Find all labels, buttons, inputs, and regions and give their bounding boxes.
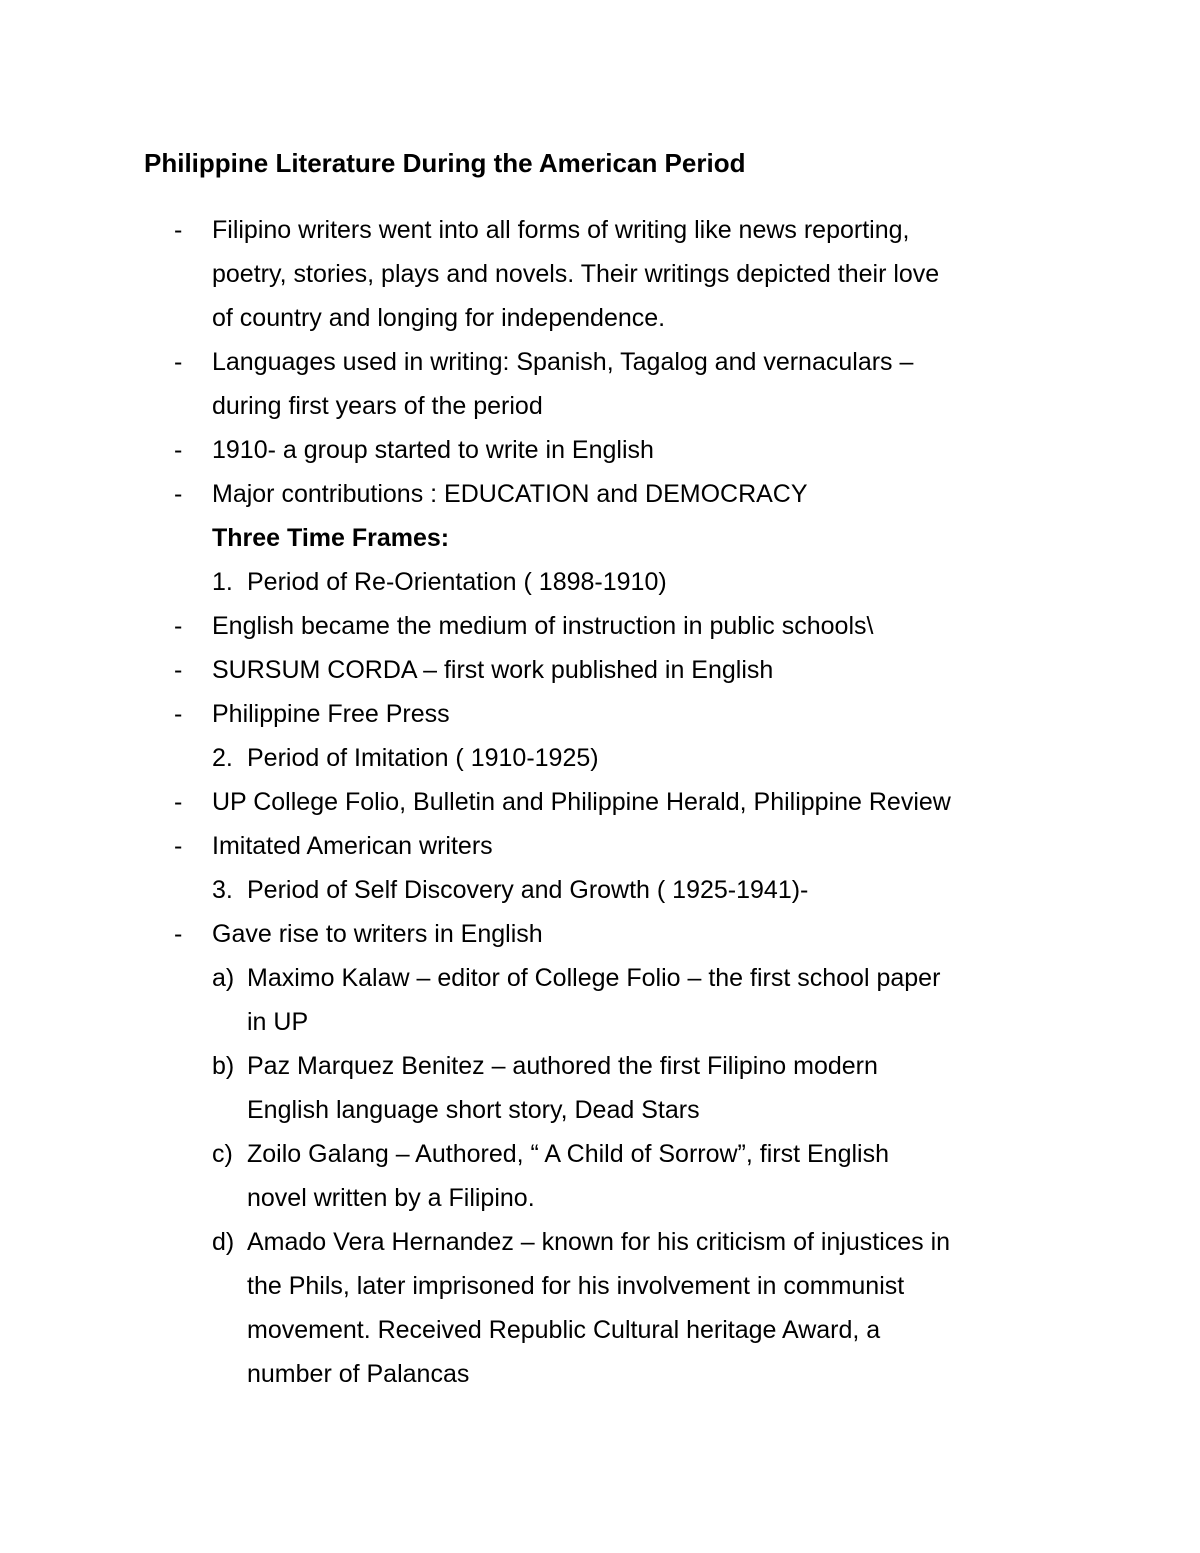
bullet-dash: -: [174, 216, 183, 244]
bullet-dash: -: [174, 700, 183, 728]
list-item: [0, 340, 1200, 384]
list-item-text: UP College Folio, Bulletin and Philippine Herald, Philippine Review: [212, 788, 951, 816]
list-item-text: movement. Received Republic Cultural heritage Award, a: [247, 1316, 881, 1344]
list-item-text: Imitated American writers: [212, 832, 493, 860]
list-item: [0, 736, 1200, 780]
list-item: [0, 472, 1200, 516]
list-item: [0, 208, 1200, 252]
list-item-text: English became the medium of instruction in public schools\: [212, 612, 874, 640]
list-item-text: during first years of the period: [212, 392, 543, 420]
list-item: [0, 296, 1200, 340]
list-item: [0, 868, 1200, 912]
list-item-text: Maximo Kalaw – editor of College Folio – the first school paper: [247, 964, 941, 992]
list-item: [0, 252, 1200, 296]
list-item-text: Major contributions : EDUCATION and DEMOCRACY: [212, 480, 808, 508]
heading-text: Three Time Frames:: [212, 524, 450, 552]
list-item-text: Period of Re-Orientation ( 1898-1910): [247, 568, 667, 596]
list-item: [0, 1044, 1200, 1088]
list-item: [0, 1088, 1200, 1132]
list-item-text: number of Palancas: [247, 1360, 470, 1388]
list-item-text: of country and longing for independence.: [212, 304, 666, 332]
bullet-dash: -: [174, 788, 183, 816]
list-item: [0, 1308, 1200, 1352]
list-item: [0, 692, 1200, 736]
list-item: [0, 956, 1200, 1000]
list-item-text: poetry, stories, plays and novels. Their writings depicted their love: [212, 260, 940, 288]
list-item-text: Languages used in writing: Spanish, Tagalog and vernaculars –: [212, 348, 914, 376]
list-item-text: in UP: [247, 1008, 309, 1036]
list-item: [0, 1264, 1200, 1308]
list-item-text: Gave rise to writers in English: [212, 920, 543, 948]
list-marker: 3.: [212, 876, 233, 904]
bullet-dash: -: [174, 436, 183, 464]
bullet-dash: -: [174, 832, 183, 860]
list-item-text: Amado Vera Hernandez – known for his criticism of injustices in: [247, 1228, 951, 1256]
list-item: [0, 428, 1200, 472]
list-item-text: Period of Self Discovery and Growth ( 1925-1941)-: [247, 876, 809, 904]
list-item-text: novel written by a Filipino.: [247, 1184, 535, 1212]
list-item-text: Philippine Free Press: [212, 700, 450, 728]
list-item: [0, 1352, 1200, 1396]
list-marker: a): [212, 964, 235, 992]
list-item-text: the Phils, later imprisoned for his involvement in communist: [247, 1272, 905, 1300]
section-heading: [0, 516, 1200, 560]
list-item-text: Zoilo Galang – Authored, “ A Child of Sorrow”, first English: [247, 1140, 889, 1168]
list-item: [0, 1000, 1200, 1044]
bullet-dash: -: [174, 656, 183, 684]
list-item-text: SURSUM CORDA – first work published in English: [212, 656, 774, 684]
bullet-dash: -: [174, 348, 183, 376]
list-item-text: Filipino writers went into all forms of writing like news reporting,: [212, 216, 910, 244]
list-item: [0, 1132, 1200, 1176]
list-marker: d): [212, 1228, 235, 1256]
list-item: [0, 604, 1200, 648]
list-item: [0, 1176, 1200, 1220]
list-marker: 2.: [212, 744, 233, 772]
list-item-text: Paz Marquez Benitez – authored the first Filipino modern: [247, 1052, 878, 1080]
bullet-dash: -: [174, 920, 183, 948]
list-item: [0, 648, 1200, 692]
list-item: [0, 560, 1200, 604]
list-item: [0, 824, 1200, 868]
bullet-dash: -: [174, 480, 183, 508]
list-item: [0, 780, 1200, 824]
list-item: [0, 384, 1200, 428]
list-marker: c): [212, 1140, 233, 1168]
list-marker: b): [212, 1052, 235, 1080]
list-item-text: 1910- a group started to write in English: [212, 436, 654, 464]
list-item-text: Period of Imitation ( 1910-1925): [247, 744, 599, 772]
list-item: [0, 1220, 1200, 1264]
bullet-dash: -: [174, 612, 183, 640]
list-item: [0, 912, 1200, 956]
document-body: [0, 208, 1200, 1396]
list-marker: 1.: [212, 568, 233, 596]
page-title: Philippine Literature During the American Period: [144, 148, 746, 178]
list-item-text: English language short story, Dead Stars: [247, 1096, 700, 1124]
